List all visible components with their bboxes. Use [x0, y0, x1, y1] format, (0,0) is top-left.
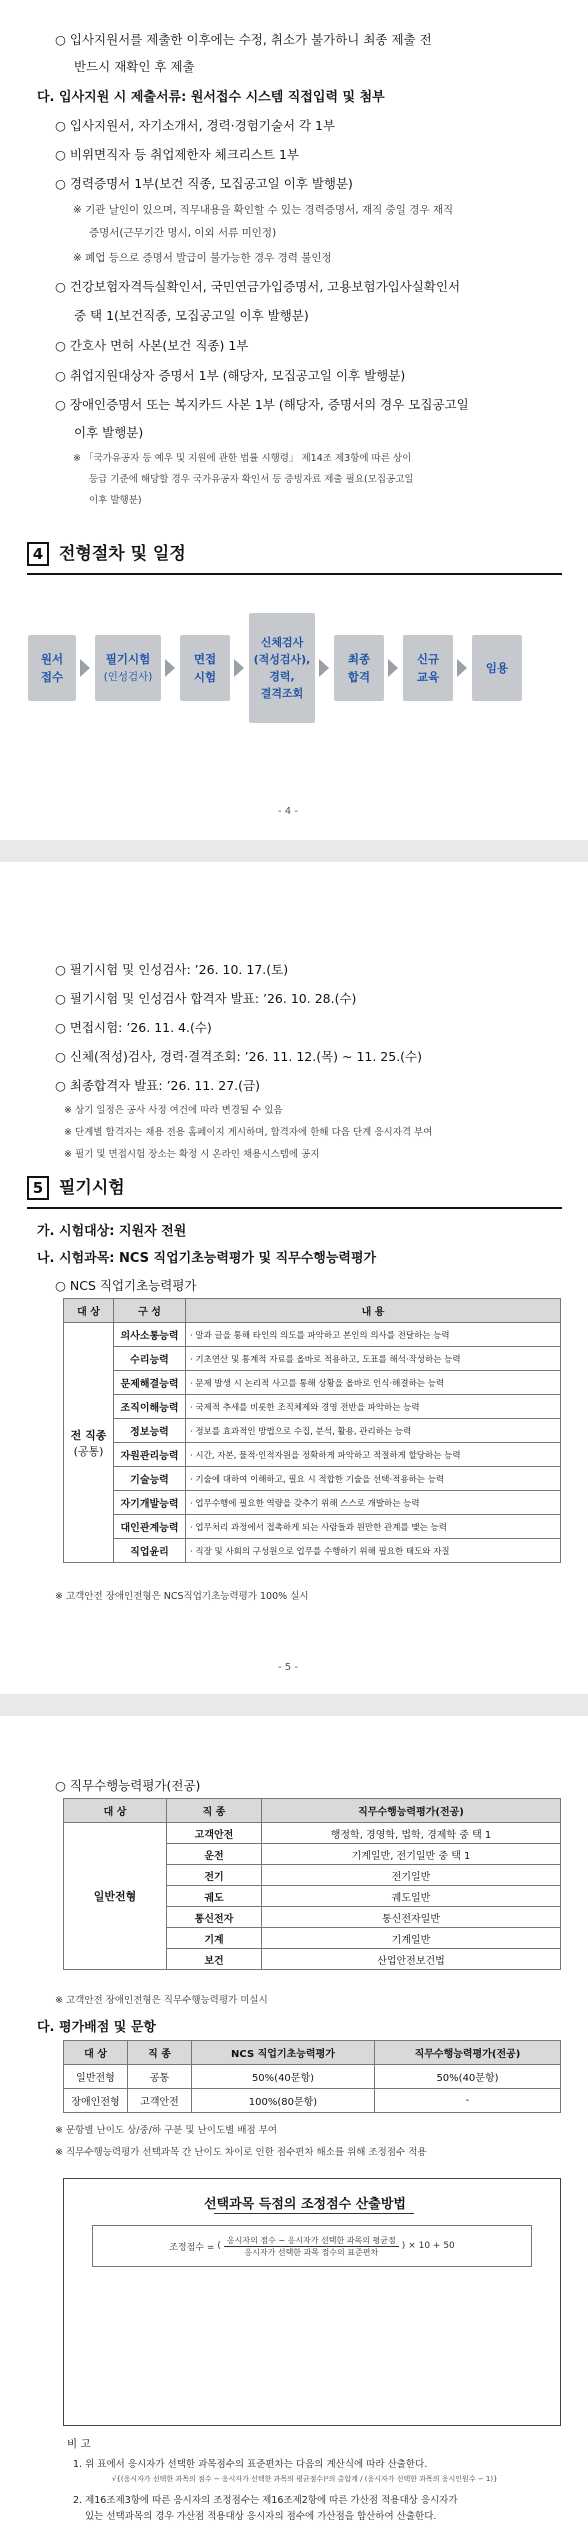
- text-line: ○ 장애인증명서 또는 복지카드 사본 1부 (해당자, 증명서의 경우 모집공고일: [55, 397, 469, 412]
- job-table: [63, 1798, 561, 1970]
- note-line: ※ 문항별 난이도 상/중/하 구분 및 난이도별 배점 부여: [55, 2125, 278, 2136]
- table-row: 문제해결능력 · 문제 발생 시 논리적 사고를 통해 상황을 올바로 인식·해결하는 능력: [64, 1371, 561, 1395]
- note-line: ※ 폐업 등으로 증명서 발급이 불가능한 경우 경력 불인정: [73, 252, 332, 264]
- formula-title: 선택과목 득점의 조정점수 산출방법: [204, 2197, 406, 2212]
- table-row: 통신전자 통신전자일반: [64, 1907, 561, 1928]
- schedule-item: ○ 최종합격자 발표: ’26. 11. 27.(금): [55, 1078, 260, 1093]
- title-underline: [214, 2213, 414, 2214]
- text-line: ○ 취업지원대상자 증명서 1부 (해당자, 모집공고일 이후 발행분): [55, 368, 406, 383]
- remark-line: 1. 위 표에서 응시자가 선택한 과목점수의 표준편차는 다음의 계산식에 따라 산출한다.: [73, 2459, 428, 2470]
- schedule-item: ○ 신체(적성)검사, 경력·결격조회: ’26. 11. 12.(목) ~ 11. 25.(수): [55, 1049, 423, 1064]
- note-line: 등급 기준에 해당할 경우 국가유공자 확인서 등 증빙자료 제출 필요(모집공고일: [89, 474, 414, 485]
- note-line: ※ 필기 및 면접시험 장소는 확정 시 온라인 채용시스템에 공지: [64, 1149, 320, 1160]
- section-number: 4: [27, 542, 49, 566]
- table-row: 수리능력 · 기초연산 및 통계적 자료를 올바로 적용하고, 도표를 해석·작성하는 능력: [64, 1347, 561, 1371]
- table-row: 장애인전형 고객안전 100%(80문항) -: [64, 2089, 561, 2113]
- text-line: ○ 입사지원서, 자기소개서, 경력·경험기술서 각 1부: [55, 118, 336, 133]
- table-header: 내 용: [186, 1299, 561, 1323]
- schedule-item: ○ 면접시험: ’26. 11. 4.(수): [55, 1020, 212, 1035]
- flow-step-interview: 면접 시험: [180, 635, 230, 701]
- table-row: 궤도 궤도일반: [64, 1886, 561, 1907]
- remarks-heading: 비 고: [67, 2438, 91, 2450]
- table-row: 정보능력 · 정보를 효과적인 방법으로 수집, 분석, 활용, 관리하는 능력: [64, 1419, 561, 1443]
- flow-step-training: 신규 교육: [403, 635, 453, 701]
- job-target-cell: 일반전형: [64, 1823, 167, 1970]
- note-line: ※ 상기 일정은 공사 사정 여건에 따라 변경될 수 있음: [64, 1105, 283, 1116]
- table-header: 대 상: [64, 1299, 114, 1323]
- table-header: 대 상: [64, 1799, 167, 1823]
- arrow-icon: [165, 659, 175, 677]
- section-header-5: [27, 1176, 125, 1200]
- table-row: 대인관계능력 · 업무처리 과정에서 접촉하게 되는 사람들과 원만한 관계를 맺는 능력: [64, 1515, 561, 1539]
- table-row: 기계 기계일반: [64, 1928, 561, 1949]
- section-header-4: [27, 542, 186, 566]
- table-header: 직 종: [167, 1799, 262, 1823]
- table-row: 운전 기계일반, 전기일반 중 택 1: [64, 1844, 561, 1865]
- note-line: ※ 단계별 합격자는 채용 전용 홈페이지 게시하며, 합격자에 한해 다음 단계 응시자격 부여: [64, 1127, 433, 1138]
- text-line: 이후 발행분): [74, 425, 144, 440]
- remark-line: 2. 제16조제3항에 따른 응시자의 조정점수는 제16조제2항에 따른 가산점 적용대상 응시자가: [73, 2495, 458, 2506]
- text-line: ○ 건강보험자격득실확인서, 국민연금가입증명서, 고용보험가입사실확인서: [55, 279, 461, 294]
- text-line: 반드시 재확인 후 제출: [74, 59, 195, 74]
- section-title: 전형절차 및 일정: [58, 544, 186, 564]
- table-row: 일반전형 고객안전 행정학, 경영학, 법학, 경제학 중 택 1: [64, 1823, 561, 1844]
- flow-step-appointment: 임용: [472, 635, 522, 701]
- table-header: 직무수행능력평가(전공): [262, 1799, 561, 1823]
- page-number: - 5 -: [278, 1662, 298, 1673]
- sd-formula: √{(응시자가 선택한 과목의 점수 − 응시자가 선택한 과목의 평균점수)²의 총합계 / (응시자가 선택한 과목의 응시인원수 − 1)}: [112, 2475, 498, 2483]
- note-line: 이후 발행분): [89, 495, 142, 506]
- flow-step-application: 원서 접수: [28, 635, 76, 701]
- section-title: 필기시험: [58, 1178, 125, 1198]
- arrow-icon: [80, 659, 90, 677]
- flow-step-written-test: 필기시험 (인성검사): [95, 635, 161, 701]
- weight-table: 대 상 직 종 NCS 직업기초능력평가 직무수행능력평가(전공) 일반전형 공통 50%(40문항) 50%(40문항) 장애인전형 고객안전 100%(80문항) -: [63, 2040, 561, 2113]
- table-row: 직업윤리 · 직장 및 사회의 구성원으로 업무를 수행하기 위해 필요한 태도와 자질: [64, 1539, 561, 1563]
- page-5: [0, 862, 588, 1694]
- text-line: ○ 입사지원서를 제출한 이후에는 수정, 취소가 불가하니 최종 제출 전: [55, 32, 432, 47]
- note-line: ※ 기관 날인이 있으며, 직무내용을 확인할 수 있는 경력증명서, 재직 중일 경우 재직: [73, 204, 454, 216]
- table-row: 조직이해능력 · 국제적 추세를 비롯한 조직체제와 경영 전반을 파악하는 능력: [64, 1395, 561, 1419]
- page-4: [0, 0, 588, 840]
- flow-step-physical-check: 신체검사 (적성검사), 경력, 결격조회: [249, 613, 315, 723]
- text-line: ○ 비위면직자 등 취업제한자 체크리스트 1부: [55, 147, 300, 162]
- arrow-icon: [234, 659, 244, 677]
- table-row: 기술능력 · 기술에 대하여 이해하고, 필요 시 적합한 기술을 선택·적용하는 능력: [64, 1467, 561, 1491]
- note-line: 증명서(근무기간 명시, 이외 서류 미인정): [89, 227, 277, 239]
- text-line: ○ 경력증명서 1부(보건 직종, 모집공고일 이후 발행분): [55, 176, 353, 191]
- exam-target: 가. 시험대상: 지원자 전원: [37, 1224, 187, 1239]
- table-row: 일반전형 공통 50%(40문항) 50%(40문항): [64, 2065, 561, 2089]
- arrow-icon: [388, 659, 398, 677]
- exam-subjects: 나. 시험과목: NCS 직업기초능력평가 및 직무수행능력평가: [37, 1251, 377, 1266]
- table-row: 보건 산업안전보건법: [64, 1949, 561, 1970]
- table-row: 전기 전기일반: [64, 1865, 561, 1886]
- arrow-icon: [319, 659, 329, 677]
- remark-line: 있는 선택과목의 경우 가산점 적용대상 응시자의 점수에 가산점을 합산하여 산출한다.: [85, 2511, 437, 2522]
- schedule-item: ○ 필기시험 및 인성검사 합격자 발표: ’26. 10. 28.(수): [55, 991, 357, 1006]
- text-line: ○ 간호사 면허 사본(보건 직종) 1부: [55, 338, 249, 353]
- table-header: 구 성: [114, 1299, 186, 1323]
- page-6: [0, 1716, 588, 2535]
- adjusted-score-formula: 조정점수 = ( $\frac{\text{응시자의 점수 − 응시자가 선택한 과목의 평균점}}{\text{응시자가 선택한 과목 점수의 표준편차}}$ ) × 10 + 50: [92, 2225, 532, 2267]
- page-number: - 4 -: [278, 806, 298, 817]
- section-number: 5: [27, 1176, 49, 1200]
- ncs-table: [63, 1298, 561, 1563]
- section-rule: [27, 1207, 562, 1209]
- arrow-icon: [457, 659, 467, 677]
- note-line: ※ 「국가유공자 등 예우 및 지원에 관한 법률 시행령」 제14조 제3항에 따른 상이: [73, 453, 412, 464]
- text-line: 중 택 1(보건직종, 모집공고일 이후 발행분): [74, 308, 309, 323]
- table-row: 자원관리능력 · 시간, 자본, 물적·인적자원을 정확하게 파악하고 적절하게 할당하는 능력: [64, 1443, 561, 1467]
- weight-heading: 다. 평가배점 및 문항: [37, 2020, 156, 2035]
- note-line: ※ 직무수행능력평가 선택과목 간 난이도 차이로 인한 점수편차 해소를 위해 조정점수 적용: [55, 2147, 427, 2158]
- subsection-heading: 다. 입사지원 시 제출서류: 원서접수 시스템 직접입력 및 첨부: [37, 90, 385, 105]
- section-rule: [27, 573, 562, 575]
- formula-panel: [63, 2178, 561, 2426]
- ncs-heading: ○ NCS 직업기초능력평가: [55, 1278, 197, 1293]
- ncs-target-cell: 전 직종 (공통): [64, 1323, 114, 1563]
- note-line: ※ 고객안전 장애인전형은 NCS직업기초능력평가 100% 실시: [55, 1591, 309, 1602]
- table-row: 자기개발능력 · 업무수행에 필요한 역량을 갖추기 위해 스스로 개발하는 능력: [64, 1491, 561, 1515]
- flow-step-final-pass: 최종 합격: [334, 635, 384, 701]
- table-row: 전 직종 (공통) 의사소통능력 · 말과 글을 통해 타인의 의도를 파악하고 본인의 의사를 전달하는 능력: [64, 1323, 561, 1347]
- job-heading: ○ 직무수행능력평가(전공): [55, 1778, 201, 1793]
- schedule-item: ○ 필기시험 및 인성검사: ’26. 10. 17.(토): [55, 962, 289, 977]
- note-line: ※ 고객안전 장애인전형은 직무수행능력평가 미실시: [55, 1995, 268, 2006]
